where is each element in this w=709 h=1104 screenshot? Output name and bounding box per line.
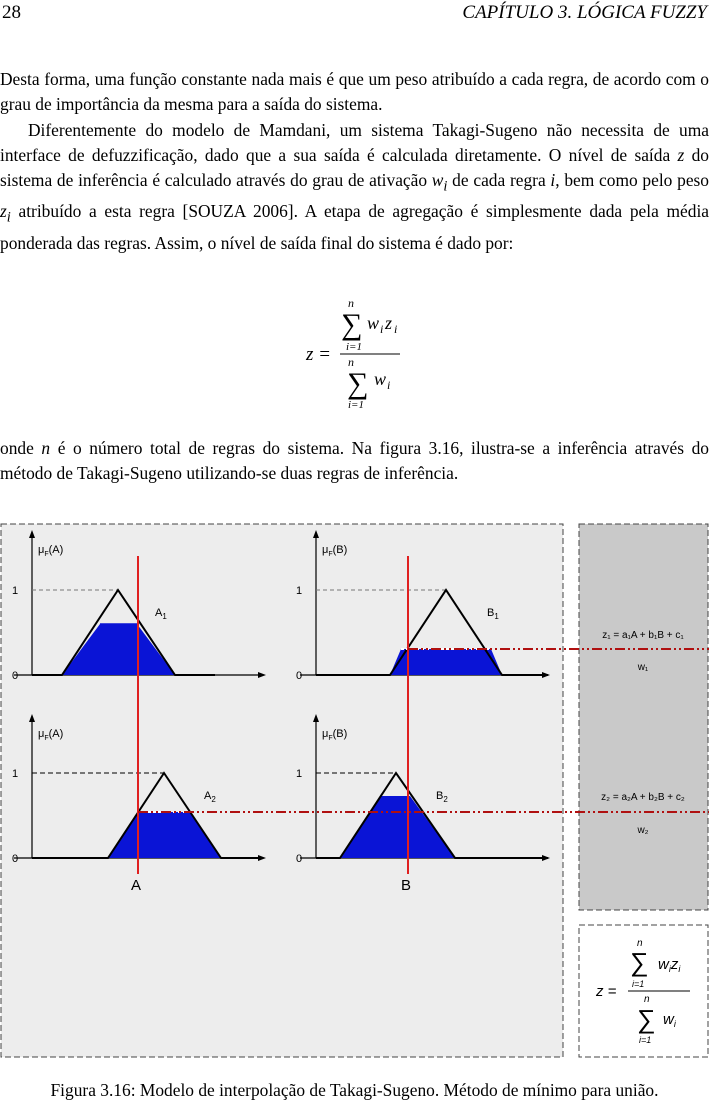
paragraph-3: onde n é o número total de regras do sistema. Na figura 3.16, ilustra-se a inferência através do método de Takagi-Sugeno utilizando-se duas regras de inferência. — [0, 438, 709, 483]
out-i1-bottom: i=1 — [639, 1035, 652, 1045]
paragraph-2: Diferentemente do modelo de Mamdani, um sistema Takagi-Sugeno não necessita de uma interface de defuzzificação, dado que a sua saída é calculada diretamente. O nível de saída z do sistema de inferência é calculado através do grau de ativação $w_i$ de cada regra i, bem como pelo peso $z_i$ atribuído a esta regra [SOUZA 2006]. A etapa de agregação é simplesmente dada pela média ponderada das regras. Assim, o nível de saída final do sistema é dado por: — [0, 120, 709, 253]
equation-denominator-w: w — [374, 369, 387, 389]
equation-numerator-i2: i — [394, 322, 398, 336]
label-A2: $A_2$ — [204, 790, 216, 804]
w2-label: w₂ — [637, 825, 649, 836]
input-label-A: A — [131, 877, 142, 894]
label-B1: $B_1$ — [487, 607, 499, 621]
out-sigma-top: ∑ — [630, 947, 649, 977]
figure-takagi-sugeno — [0, 518, 709, 1063]
tick-0: 0 — [12, 853, 19, 865]
axis-label-muB: $\mu_F(B)$ — [322, 544, 348, 558]
out-n-top: n — [637, 938, 643, 949]
equation-n-bottom: n — [348, 355, 354, 369]
z1-equation: z₁ = a₁A + b₁B + c₁ — [602, 630, 684, 641]
equation-lhs: z = — [306, 344, 331, 365]
axis-label-muA: $\mu_F(A)$ — [38, 544, 64, 558]
equation-i1-top: i=1 — [346, 341, 362, 353]
equation-denominator-i: i — [387, 378, 391, 392]
tick-0: 0 — [296, 670, 303, 682]
tick-1: 1 — [296, 585, 303, 597]
tick-0: 0 — [296, 853, 303, 865]
svg-text:wi: $w_i$ — [663, 1011, 676, 1029]
equation-numerator-w: w — [367, 313, 380, 333]
tick-1: 1 — [12, 585, 19, 597]
out-sigma-bottom: ∑ — [637, 1004, 656, 1034]
equation-i1-bottom: i=1 — [348, 399, 364, 411]
equation-numerator-i1: i — [380, 322, 384, 336]
left-panel — [1, 524, 563, 1057]
right-panel — [579, 524, 708, 910]
out-i1-top: i=1 — [632, 979, 645, 989]
axis-label-muB: $\mu_F(B)$ — [322, 728, 348, 742]
w1-label: w₁ — [637, 662, 649, 673]
equation-sigma-bottom: ∑ — [347, 367, 369, 400]
tick-1: 1 — [12, 768, 19, 780]
activation-area — [390, 649, 502, 675]
axis-label-muA: $\mu_F(A)$ — [38, 728, 64, 742]
label-A1: $A_1$ — [155, 607, 167, 621]
z2-equation: z₂ = a₂A + b₂B + c₂ — [601, 792, 685, 803]
svg-text:wizi: $w_iz_i$ — [658, 956, 681, 974]
equation-weighted-average — [300, 296, 420, 416]
input-label-B: B — [401, 877, 412, 894]
page-number: 28 — [2, 2, 21, 23]
paragraph-1: Desta forma, uma função constante nada mais é que um peso atribuído a cada regra, de acordo com o grau de importância da mesma para a saída do sistema. — [0, 69, 709, 114]
tick-0: 0 — [12, 670, 19, 682]
label-B2: $B_2$ — [436, 790, 448, 804]
chapter-title: CAPÍTULO 3. LÓGICA FUZZY — [462, 2, 707, 23]
tick-1: 1 — [296, 768, 303, 780]
equation-sigma-top: ∑ — [341, 308, 363, 341]
equation-n-top: n — [348, 296, 354, 310]
out-lhs: z = — [596, 983, 617, 1000]
out-n-bottom: n — [644, 994, 650, 1005]
equation-numerator-z: z — [385, 313, 393, 333]
figure-caption: Figura 3.16: Modelo de interpolação de Takagi-Sugeno. Método de mínimo para união. — [50, 1080, 659, 1100]
